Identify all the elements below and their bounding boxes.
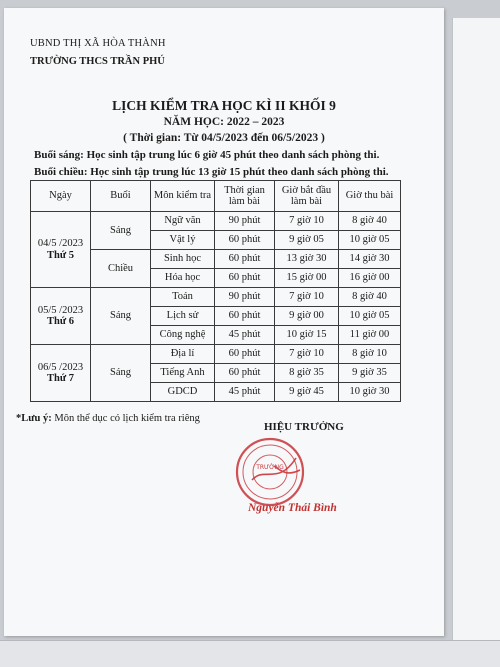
duration-cell: 60 phút [215,250,275,269]
start-time-cell: 9 giờ 00 [275,307,339,326]
subject-cell: Ngữ văn [151,212,215,231]
principal-name: Nguyễn Thái Bình [248,502,337,514]
end-time-cell: 16 giờ 00 [339,269,401,288]
school-year: NĂM HỌC: 2022 – 2023 [163,116,285,128]
afternoon-session-note: Buổi chiều: Học sinh tập trung lúc 13 giờ 15 phút theo danh sách phòng thi. [34,166,389,178]
day-date: 06/5 /2023 [37,361,84,373]
header-subject: Môn kiểm tra [151,181,215,212]
background-paper-bottom [0,640,500,667]
start-time-cell: 10 giờ 15 [275,326,339,345]
duration-cell: 45 phút [215,383,275,402]
day-weekday: Thứ 7 [46,373,75,384]
header-day: Ngày [31,181,91,212]
subject-cell: Vật lý [151,231,215,250]
duration-cell: 60 phút [215,307,275,326]
end-time-cell: 14 giờ 30 [339,250,401,269]
start-time-cell: 7 giờ 10 [275,345,339,364]
end-time-cell: 10 giờ 05 [339,307,401,326]
day-date: 05/5 /2023 [37,304,84,316]
morning-session-note: Buổi sáng: Học sinh tập trung lúc 6 giờ 45 phút theo danh sách phòng thi. [34,149,380,161]
subject-cell: Hóa học [151,269,215,288]
footnote-text: Môn thể dục có lịch kiểm tra riêng [51,413,200,424]
end-time-cell: 9 giờ 35 [339,364,401,383]
start-time-cell: 8 giờ 35 [275,364,339,383]
school-name: TRƯỜNG THCS TRẦN PHÚ [30,56,165,67]
principal-title: HIỆU TRƯỞNG [264,421,344,433]
day-date: 04/5 /2023 [37,238,84,249]
subject-cell: Sinh học [151,250,215,269]
session-cell: Sáng [91,345,151,402]
background-paper-right [452,18,500,648]
end-time-cell: 10 giờ 30 [339,383,401,402]
end-time-cell: 8 giờ 10 [339,345,401,364]
document-title: LỊCH KIỂM TRA HỌC KÌ II KHỐI 9 [112,98,336,113]
session-cell: Chiều [91,250,151,288]
duration-cell: 90 phút [215,288,275,307]
day-weekday: Thứ 6 [46,316,75,327]
end-time-cell: 8 giờ 40 [339,288,401,307]
duration-cell: 90 phút [215,212,275,231]
end-time-cell: 8 giờ 40 [339,212,401,231]
start-time-cell: 13 giờ 30 [275,250,339,269]
duration-cell: 60 phút [215,345,275,364]
duration-cell: 60 phút [215,231,275,250]
exam-period: ( Thời gian: Từ 04/5/2023 đến 06/5/2023 ) [123,132,325,144]
table-row [31,345,401,364]
session-cell: Sáng [91,288,151,345]
day-cell [31,212,91,288]
header-duration: Thời gian làm bài [215,181,275,212]
duration-cell: 45 phút [215,326,275,345]
subject-cell: Toán [151,288,215,307]
footnote [16,413,200,424]
day-weekday: Thứ 5 [46,249,75,261]
header-end-time: Giờ thu bài [339,181,401,212]
start-time-cell: 9 giờ 05 [275,231,339,250]
end-time-cell: 11 giờ 00 [339,326,401,345]
start-time-cell: 7 giờ 10 [275,288,339,307]
start-time-cell: 7 giờ 10 [275,212,339,231]
day-cell [31,288,91,345]
school-seal-stamp [234,436,306,508]
table-header-row [31,181,401,212]
table-row [31,288,401,307]
subject-cell: Lịch sử [151,307,215,326]
duration-cell: 60 phút [215,364,275,383]
start-time-cell: 9 giờ 45 [275,383,339,402]
start-time-cell: 15 giờ 00 [275,269,339,288]
subject-cell: Công nghệ [151,326,215,345]
subject-cell: GDCD [151,383,215,402]
subject-cell: Tiếng Anh [151,364,215,383]
exam-schedule-document [4,8,444,636]
duration-cell: 60 phút [215,269,275,288]
seal-text: TRƯỜNG [256,464,284,471]
header-start-time: Giờ bắt đầu làm bài [275,181,339,212]
header-session: Buổi [91,181,151,212]
footnote-mark: *Lưu ý: [16,413,52,424]
end-time-cell: 10 giờ 05 [339,231,401,250]
exam-schedule-table [30,180,401,402]
subject-cell: Địa lí [151,345,215,364]
table-row [31,212,401,231]
session-cell: Sáng [91,212,151,250]
day-cell [31,345,91,402]
issuing-authority: UBND THỊ XÃ HÒA THÀNH [30,38,166,49]
